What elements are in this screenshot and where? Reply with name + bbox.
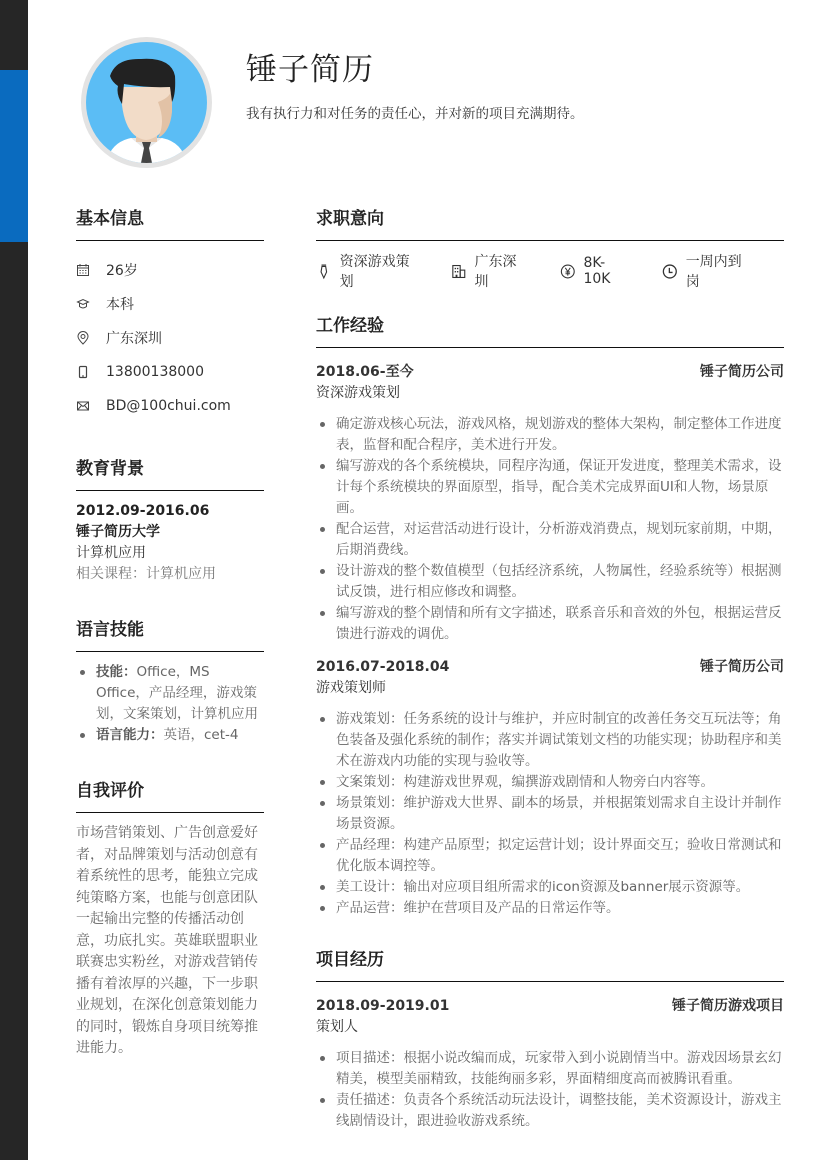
job-bullet: 产品经理：构建产品原型；拟定运营计划；设计界面交互；验收日常测试和优化版本调控等。 [316,835,784,877]
section-title: 工作经验 [316,313,784,348]
project-role: 策划人 [316,1019,358,1035]
section-title: 自我评价 [76,778,264,813]
job-bullet: 配合运营，对运营活动进行设计，分析游戏消费点，规划玩家前期，中期，后期消费线。 [316,519,784,561]
project-name: 锤子简历游戏项目 [672,998,784,1014]
section-title: 求职意向 [316,206,784,241]
education-period: 2012.09-2016.06 [76,503,210,519]
intent-salary: 8K-10K [560,255,628,287]
intent-availability: 一周内到岗 [662,251,750,291]
calendar-icon [76,263,106,277]
graduation-cap-icon [76,297,106,311]
education-section [76,456,264,585]
section-title: 基本信息 [76,206,264,241]
school-name: 锤子简历大学 [76,524,160,540]
project-period: 2018.09-2019.01 [316,998,450,1014]
tie-icon [316,263,332,280]
job-bullet: 场景策划：维护游戏大世界、副本的场景，并根据策划需求自主设计并制作场景资源。 [316,793,784,835]
skill-item: 技能：Office，MS Office，产品经理，游戏策划，文案策划，计算机应用 [76,662,264,725]
company-name: 锤子简历公司 [700,364,784,380]
building-icon [451,263,467,280]
project-bullet: 责任描述：负责各个系统活动玩法设计，调整技能，美术资源设计，游戏主线剧情设计，跟进验收游戏系统。 [316,1090,784,1132]
job-entry [316,362,784,645]
info-email: BD@100chui.com [76,389,264,423]
skills-section [76,617,264,746]
job-bullet: 文案策划：构建游戏世界观，编撰游戏剧情和人物旁白内容等。 [316,772,784,793]
yen-icon [560,263,576,280]
job-bullet: 美工设计：输出对应项目组所需求的icon资源及banner展示资源等。 [316,877,784,898]
job-intent-section [316,206,784,290]
person-illustration-icon [86,42,207,163]
mail-icon [76,399,106,413]
resume-name: 锤子简历 [246,52,374,88]
sidebar-accent-band [0,70,28,242]
job-bullet: 产品运营：维护在营项目及产品的日常运作等。 [316,898,784,919]
job-period: 2018.06-至今 [316,364,414,380]
info-phone: 13800138000 [76,355,264,389]
job-entry [316,657,784,919]
job-role: 资深游戏策划 [316,385,400,401]
job-bullet: 设计游戏的整个数值模型（包括经济系统，人物属性，经验系统等）根据测试反馈，进行相应修改和调整。 [316,561,784,603]
basic-info-section [76,206,264,423]
intent-position: 资深游戏策划 [316,251,417,291]
self-evaluation-text: 市场营销策划、广告创意爱好者，对品牌策划与活动创意有着系统性的思考，能独立完成纯策略方案，也能与创意团队一起输出完整的传播活动创意，功底扎实。英雄联盟职业联赛忠实粉丝，对游戏营销传播有着浓厚的兴趣，下一步职业规划，在深化创意策划能力的同时，锻炼自身项目统筹推进能力。 [76,825,258,1056]
avatar [81,37,212,168]
job-bullet: 编写游戏的各个系统模块，同程序沟通，保证开发进度，整理美术需求，设计每个系统模块的界面原型，指导，配合美术完成界面UI和人物，场景原画。 [316,456,784,519]
phone-icon [76,365,106,379]
job-bullet: 编写游戏的整个剧情和所有文字描述，联系音乐和音效的外包，根据运营反馈进行游戏的调优。 [316,603,784,645]
intent-location: 广东深圳 [451,251,526,291]
info-location: 广东深圳 [76,321,264,355]
job-bullet: 确定游戏核心玩法，游戏风格，规划游戏的整体大架构，制定整体工作进度表，监督和配合程序，美术进行开发。 [316,414,784,456]
section-title: 教育背景 [76,456,264,491]
self-evaluation-section [76,778,264,1060]
section-title: 项目经历 [316,947,784,982]
skill-item: 语言能力：英语，cet-4 [76,725,264,746]
info-degree: 本科 [76,287,264,321]
section-title: 语言技能 [76,617,264,652]
courses: 相关课程：计算机应用 [76,566,216,582]
company-name: 锤子简历公司 [700,659,784,675]
job-bullet: 游戏策划：任务系统的设计与维护，并应时制宜的改善任务交互玩法等；角色装备及强化系统的制作；落实并调试策划文档的功能实现；协助程序和美术在游戏内功能的实现与验收等。 [316,709,784,772]
job-period: 2016.07-2018.04 [316,659,450,675]
info-age: 26岁 [76,253,264,287]
project-bullet: 项目描述：根据小说改编而成，玩家带入到小说剧情当中。游戏因场景玄幻精美，模型美丽精致，技能绚丽多彩，界面精细度高而被腾讯看重。 [316,1048,784,1090]
location-pin-icon [76,331,106,345]
work-experience-section [316,313,784,919]
major: 计算机应用 [76,545,146,561]
project-entry [316,996,784,1132]
job-role: 游戏策划师 [316,680,386,696]
clock-icon [662,263,678,280]
project-experience-section [316,947,784,1132]
motto: 我有执行力和对任务的责任心，并对新的项目充满期待。 [246,106,584,122]
